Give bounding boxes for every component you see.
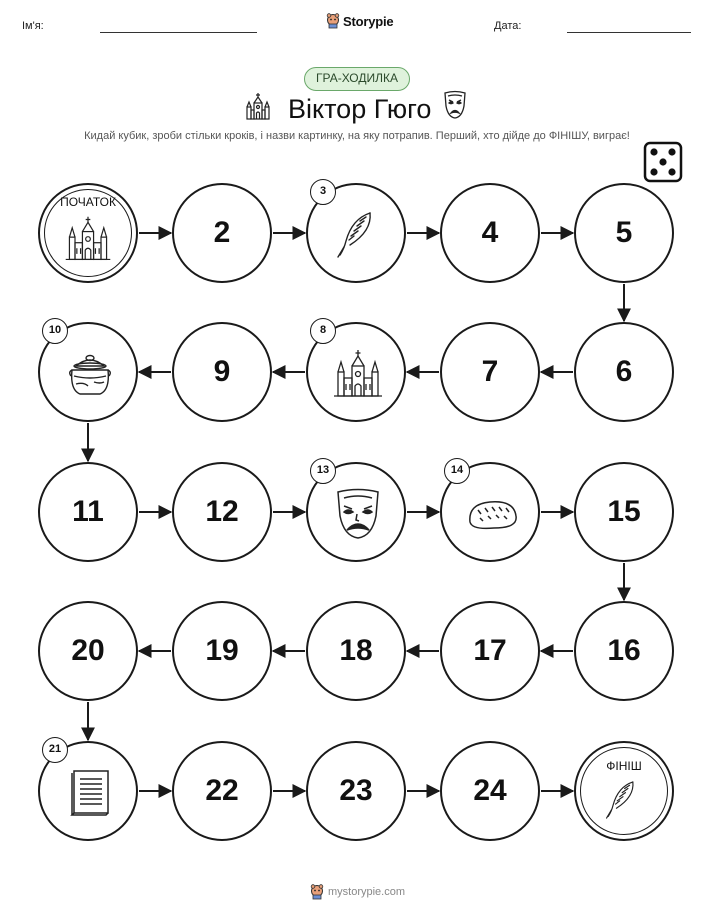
board-cell[interactable] <box>574 183 674 283</box>
board-cell[interactable] <box>172 741 272 841</box>
board-cell[interactable] <box>172 462 272 562</box>
cell-number: 20 <box>71 634 105 667</box>
board-cell[interactable] <box>38 601 138 701</box>
board-cell[interactable] <box>440 183 540 283</box>
cell-number: 17 <box>473 634 507 667</box>
cell-number: 5 <box>615 216 633 249</box>
cell-number: 6 <box>615 355 633 388</box>
board-cell[interactable] <box>38 741 138 841</box>
cell-number: 9 <box>213 355 231 388</box>
footer-url[interactable]: mystorypie.com <box>328 886 406 898</box>
cell-number: 19 <box>205 634 239 667</box>
board-cell[interactable] <box>574 601 674 701</box>
finish-label: ФІНІШ <box>606 759 642 773</box>
bread-icon <box>464 486 520 542</box>
board-cell[interactable] <box>172 183 272 283</box>
board-cell[interactable] <box>306 462 406 562</box>
cell-number: 7 <box>481 355 499 388</box>
pot-icon <box>62 346 118 402</box>
cell-number: 4 <box>481 216 499 249</box>
start-label: ПОЧАТОК <box>60 195 116 209</box>
finish-cell[interactable] <box>574 741 674 841</box>
tragedy-mask-icon <box>330 486 386 542</box>
board-cell[interactable] <box>38 322 138 422</box>
cell-number: 11 <box>72 495 104 528</box>
quill-icon <box>330 207 386 263</box>
start-cell[interactable] <box>38 183 138 283</box>
date-label: Дата: <box>494 20 522 32</box>
board-cell[interactable] <box>574 322 674 422</box>
board-cell[interactable] <box>172 601 272 701</box>
game-type-badge: ГРА-ХОДИЛКА <box>304 67 410 91</box>
cell-number: 16 <box>607 634 641 667</box>
board-cell[interactable] <box>440 462 540 562</box>
board-cell[interactable] <box>440 741 540 841</box>
page-title: Віктор Гюго <box>288 94 432 124</box>
brand-name: Storypie <box>343 13 394 29</box>
cell-number-tag: 10 <box>42 318 68 344</box>
cathedral-icon <box>62 213 114 265</box>
board-cell[interactable] <box>306 741 406 841</box>
cell-number: 12 <box>205 495 239 528</box>
storypie-logo-icon <box>310 884 324 900</box>
footer <box>310 884 405 900</box>
cell-number: 15 <box>607 495 641 528</box>
board-cell[interactable] <box>172 322 272 422</box>
board-cell[interactable] <box>38 462 138 562</box>
board-cell[interactable] <box>440 322 540 422</box>
cathedral-icon <box>330 346 386 402</box>
cell-number: 18 <box>339 634 373 667</box>
board-cell[interactable] <box>574 462 674 562</box>
cell-number: 2 <box>213 216 231 249</box>
board-cell[interactable] <box>306 183 406 283</box>
board-cell[interactable] <box>306 601 406 701</box>
cell-number-tag: 21 <box>42 737 68 763</box>
instructions: Кидай кубик, зроби стільки кроків, і назви картинку, на яку потрапив. Перший, хто дійде до ФІНІШУ, виграє! <box>84 130 630 142</box>
quill-icon <box>600 777 646 823</box>
board-cell[interactable] <box>306 322 406 422</box>
book-icon <box>62 765 118 821</box>
name-label: Ім'я: <box>22 20 44 32</box>
cell-number: 24 <box>473 774 507 807</box>
cell-number-tag: 8 <box>310 318 336 344</box>
cell-number: 23 <box>339 774 373 807</box>
cell-number-tag: 14 <box>444 458 470 484</box>
cell-number: 22 <box>205 774 239 807</box>
cell-number-tag: 3 <box>310 179 336 205</box>
cell-number-tag: 13 <box>310 458 336 484</box>
board-cell[interactable] <box>440 601 540 701</box>
